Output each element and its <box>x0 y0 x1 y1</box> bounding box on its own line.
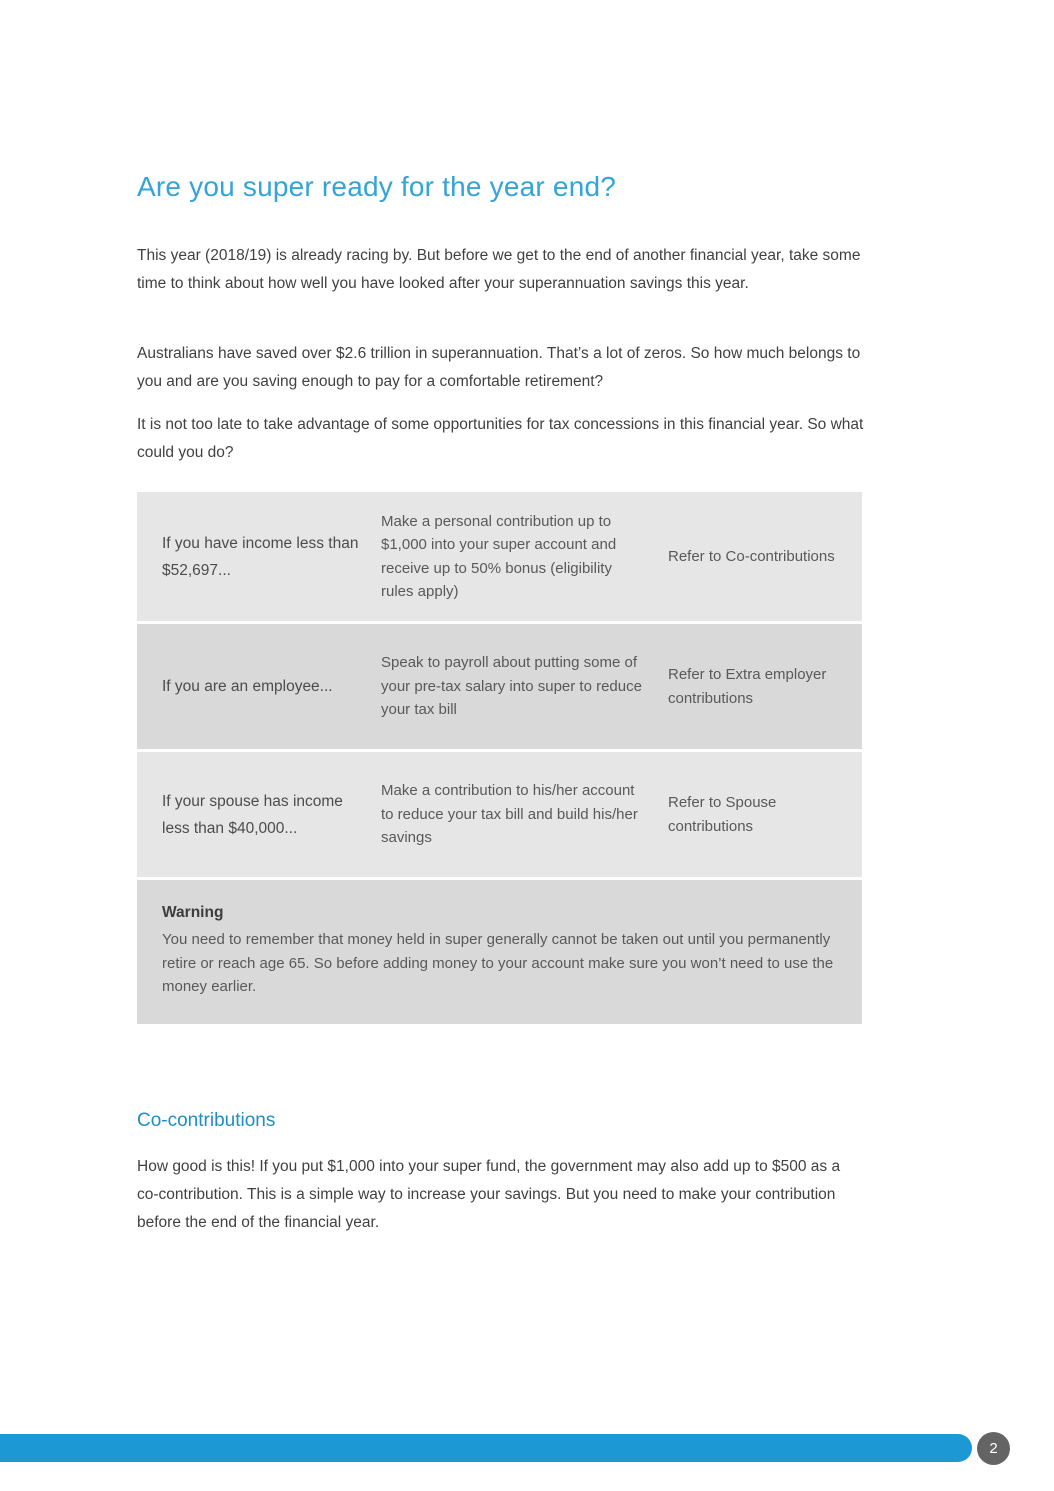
condition-cell: If you are an employee... <box>162 678 333 695</box>
page-title: Are you super ready for the year end? <box>137 170 617 202</box>
refer-cell: Refer to Spouse contributions <box>668 794 777 835</box>
intro-paragraph: This year (2018/19) is already racing by. But before we get to the end of another financial year, take some time to think about how well you have looked after your superannuation savings this year. <box>137 246 861 292</box>
condition-cell: If you have income less than $52,697... <box>162 534 359 579</box>
intro-paragraph: Australians have saved over $2.6 trillion in superannuation. That’s a lot of zeros. So how much belongs to you and are you saving enough to pay for a comfortable retirement? <box>137 344 861 390</box>
refer-cell: Refer to Co-contributions <box>668 547 835 565</box>
warning-text: You need to remember that money held in super generally cannot be taken out until you permanently retire or reach age 65. So before adding money to your account make sure you won’t need to use the money earlier. <box>162 931 834 995</box>
section-paragraph: How good is this! If you put $1,000 into your super fund, the government may also add up to $500 as a co-contribution. This is a simple way to increase your savings. But you need to make your contribution before the end of the financial year. <box>137 1157 841 1231</box>
footer-accent-bar <box>0 1434 972 1462</box>
table-row <box>137 752 862 877</box>
action-cell: Make a personal contribution up to $1,000 into your super account and receive up to 50% bonus (eligibility rules apply) <box>381 512 617 600</box>
action-cell: Speak to payroll about putting some of your pre-tax salary into super to reduce your tax bill <box>381 654 642 719</box>
action-cell: Make a contribution to his/her account to reduce your tax bill and build his/her savings <box>381 782 638 847</box>
intro-paragraph: It is not too late to take advantage of some opportunities for tax concessions in this financial year. So what could you do? <box>137 415 864 461</box>
refer-cell: Refer to Extra employer contributions <box>668 666 827 707</box>
table-row <box>137 492 862 621</box>
page-number-badge <box>977 1432 1010 1465</box>
page-number: 2 <box>989 1440 998 1457</box>
section-title-co-contributions: Co-contributions <box>137 1109 276 1131</box>
contribution-options-table <box>137 492 862 1024</box>
table-row <box>137 624 862 749</box>
warning-title: Warning <box>162 904 224 921</box>
warning-box <box>137 880 862 1024</box>
condition-cell: If your spouse has income less than $40,000... <box>162 792 343 837</box>
